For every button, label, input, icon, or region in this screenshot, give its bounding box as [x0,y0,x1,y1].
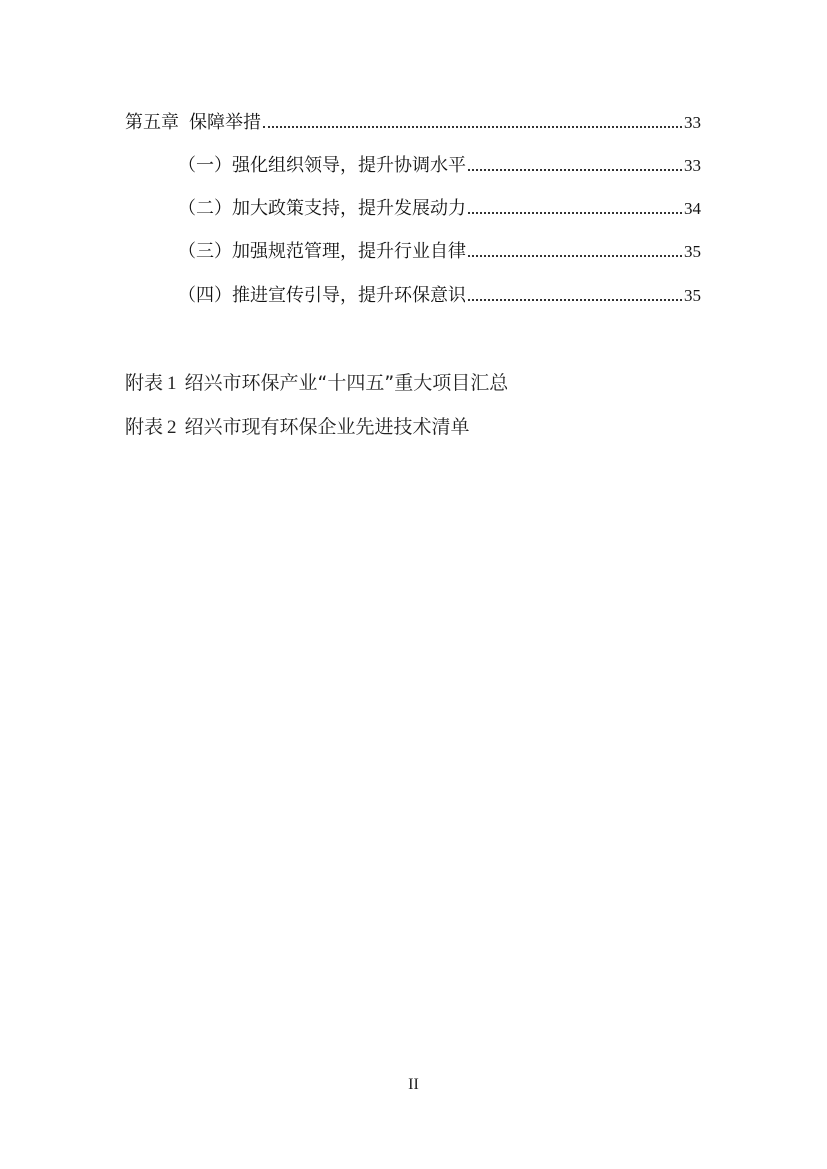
dot-leader [468,299,682,301]
appendix-entry[interactable] [125,414,470,441]
toc-page-number: 33 [684,156,701,175]
toc-section-entry[interactable] [178,240,701,264]
toc-section-title: （二）加大政策支持，提升发展动力 [178,198,466,219]
appendix-number: 1 [167,373,177,394]
toc-section-entry[interactable] [178,197,701,221]
toc-page-number: 33 [684,113,701,132]
chapter-name: 保障举措 [189,112,261,133]
dot-leader [468,255,682,257]
toc-section-title: （一）强化组织领导，提升协调水平 [178,155,466,176]
toc-page-number: 34 [684,199,701,218]
toc-page-number: 35 [684,286,701,305]
toc-section-title: （三）加强规范管理，提升行业自律 [178,241,466,262]
appendix-prefix: 附表 [125,372,164,394]
appendix-title: 绍兴市环保产业“十四五”重大项目汇总 [184,372,509,394]
appendix-number: 2 [167,417,177,438]
dot-leader [468,212,682,214]
dot-leader [263,126,682,128]
chapter-label: 第五章 [125,112,179,133]
toc-section-title: （四）推进宣传引导，提升环保意识 [178,285,466,306]
toc-section-entry[interactable] [178,284,701,308]
appendix-prefix: 附表 [125,416,164,438]
toc-section-entry[interactable] [178,154,701,178]
page-number: II [408,1076,419,1093]
appendix-entry[interactable] [125,370,508,397]
toc-chapter-entry[interactable] [125,111,701,135]
toc-page-number: 35 [684,242,701,261]
toc-chapter-title [125,111,261,135]
appendix-title: 绍兴市现有环保企业先进技术清单 [184,416,470,438]
dot-leader [468,169,682,171]
